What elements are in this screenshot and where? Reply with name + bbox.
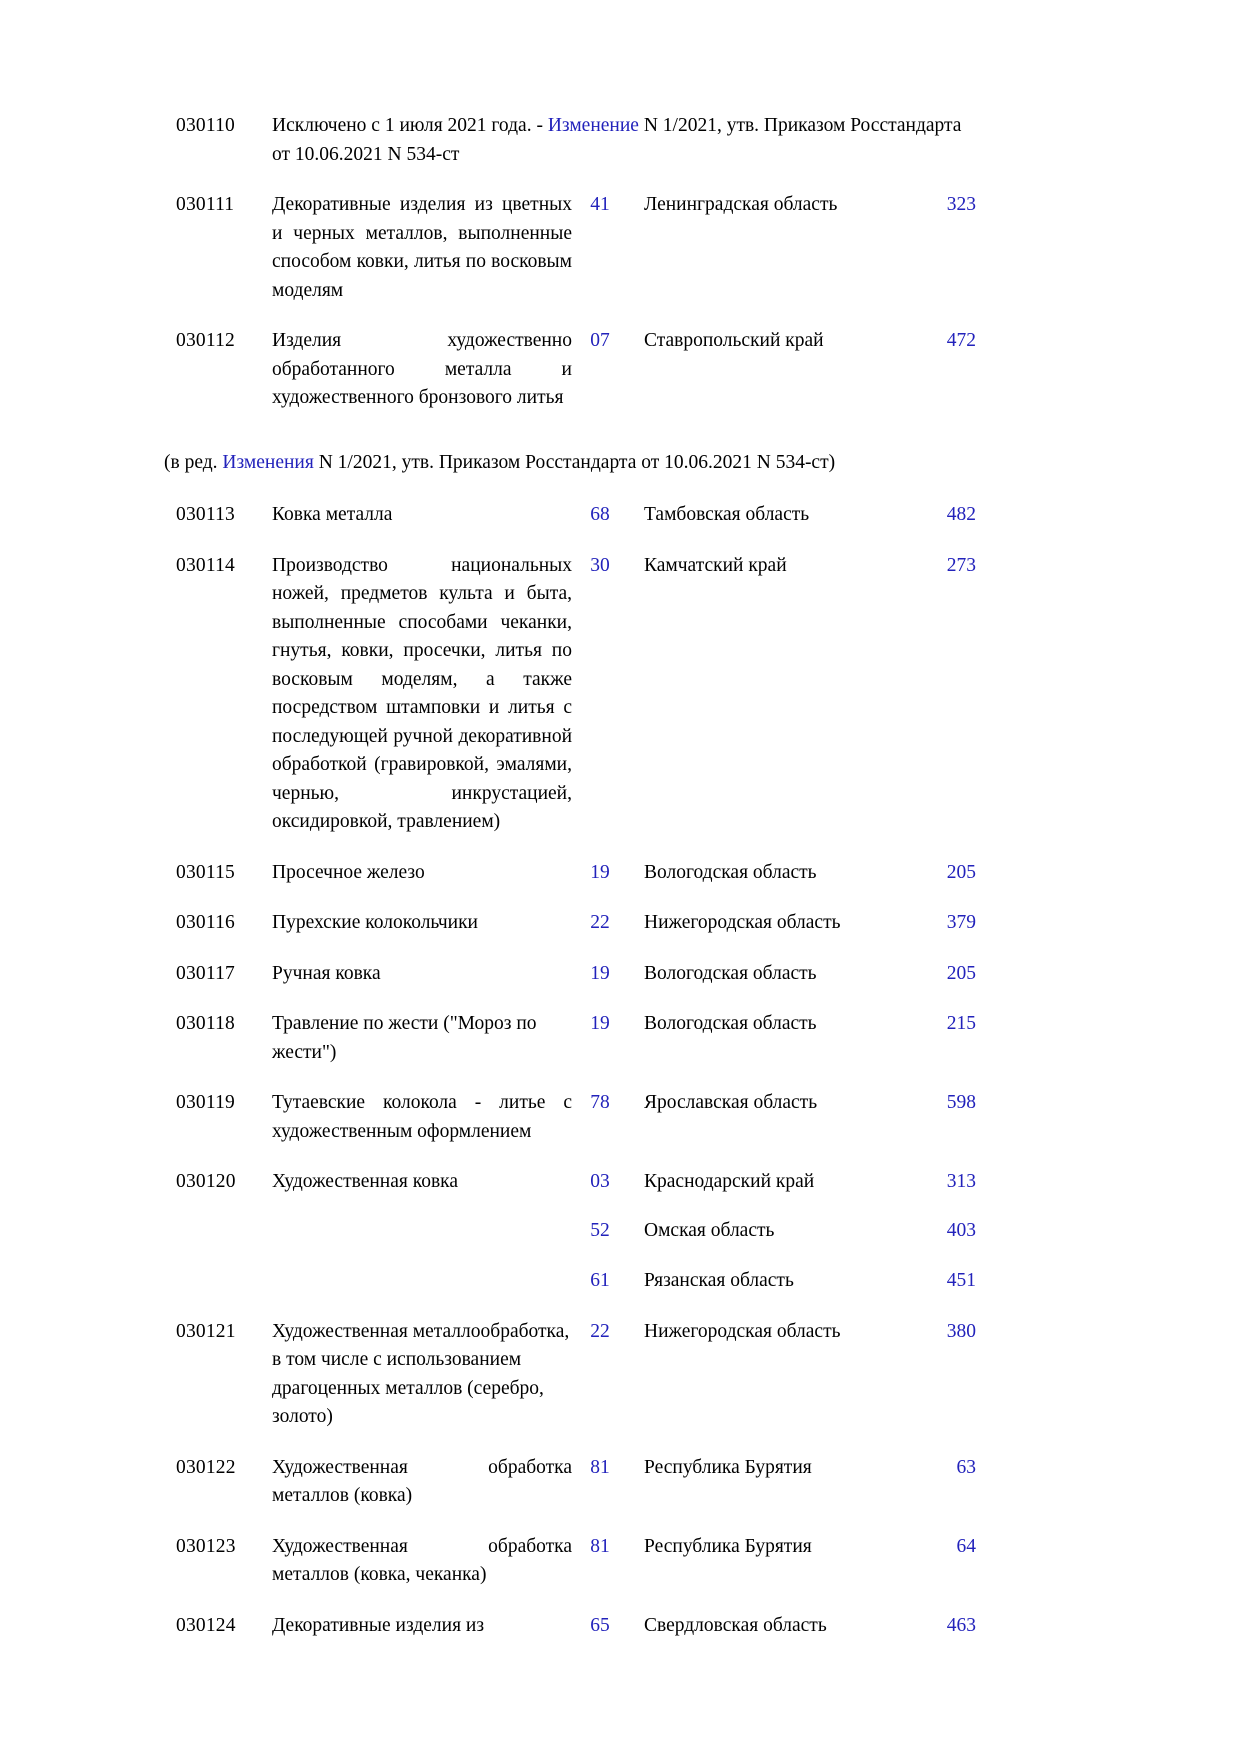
region-code: 19 bbox=[590, 1013, 610, 1034]
region-code: 61 bbox=[590, 1270, 610, 1291]
entry-name: Художественная обработка металлов (ковка, чеканка) bbox=[272, 1535, 572, 1585]
region-name: Ленинградская область bbox=[644, 194, 838, 215]
entry-name: Травление по жести ("Мороз по жести") bbox=[272, 1013, 537, 1063]
table-row bbox=[176, 1454, 1080, 1511]
entry-number: 215 bbox=[946, 1013, 976, 1034]
region-code: 41 bbox=[590, 194, 610, 215]
region-code: 81 bbox=[590, 1456, 610, 1478]
entry-number: 205 bbox=[946, 861, 976, 883]
entry-code: 030119 bbox=[176, 1092, 235, 1113]
entry-name-prefix: Исключено с 1 июля 2021 года. - bbox=[272, 115, 548, 136]
entry-number: 63 bbox=[956, 1456, 976, 1478]
entry-number: 403 bbox=[946, 1219, 976, 1241]
table-row bbox=[176, 1318, 1080, 1432]
entry-code: 030112 bbox=[176, 330, 235, 351]
region-name: Омская область bbox=[644, 1219, 775, 1241]
region-name: Республика Бурятия bbox=[644, 1535, 812, 1557]
region-code: 65 bbox=[590, 1614, 610, 1636]
table-row bbox=[176, 859, 1080, 888]
entry-name: Тутаевские колокола - литье с художественным оформлением bbox=[272, 1092, 572, 1142]
region-name: Вологодская область bbox=[644, 962, 817, 984]
region-code: 78 bbox=[590, 1092, 610, 1113]
region-name: Тамбовская область bbox=[644, 504, 810, 525]
region-code: 19 bbox=[590, 861, 610, 883]
entry-code: 030111 bbox=[176, 194, 235, 215]
entry-number: 598 bbox=[946, 1092, 976, 1113]
editorial-note-suffix: N 1/2021, утв. Приказом Росстандарта от 10.06.2021 N 534-ст) bbox=[313, 451, 836, 473]
region-name: Вологодская область bbox=[644, 1013, 817, 1034]
entry-code: 030116 bbox=[176, 912, 235, 933]
entry-name bbox=[272, 112, 976, 169]
table-row bbox=[176, 1089, 1080, 1146]
editorial-note-prefix: (в ред. bbox=[164, 451, 223, 473]
region-name: Республика Бурятия bbox=[644, 1456, 812, 1478]
entry-code: 030114 bbox=[176, 554, 235, 576]
entry-number: 313 bbox=[946, 1171, 976, 1192]
amendment-link[interactable]: Изменения bbox=[222, 451, 314, 473]
entry-name: Ковка металла bbox=[272, 504, 393, 525]
region-name: Нижегородская область bbox=[644, 1320, 841, 1342]
entry-name: Пурехские колокольчики bbox=[272, 912, 478, 933]
table-row bbox=[176, 909, 1080, 938]
table-row bbox=[176, 552, 1080, 837]
entry-number: 380 bbox=[946, 1320, 976, 1342]
region-name: Вологодская область bbox=[644, 861, 817, 883]
region-code: 52 bbox=[590, 1219, 610, 1241]
table-row bbox=[176, 191, 1080, 305]
entry-number: 482 bbox=[946, 504, 976, 525]
table-row bbox=[176, 327, 1080, 413]
entry-name-suffix: N 1/2021, утв. Приказом Росстандарта от 10.06.2021 N 534-ст bbox=[272, 115, 962, 165]
table-row bbox=[176, 112, 1080, 169]
entry-name: Изделия художественно обработанного металла и художественного бронзового литья bbox=[272, 330, 572, 408]
entry-number: 64 bbox=[956, 1535, 976, 1557]
entry-name: Художественная ковка bbox=[272, 1171, 459, 1192]
entry-code: 030121 bbox=[176, 1320, 236, 1342]
entry-code: 030118 bbox=[176, 1013, 235, 1034]
region-code: 19 bbox=[590, 962, 610, 984]
entry-number: 379 bbox=[946, 912, 976, 933]
region-name: Нижегородская область bbox=[644, 912, 841, 933]
table-row bbox=[176, 1217, 1080, 1246]
entry-code: 030122 bbox=[176, 1456, 236, 1478]
region-name: Свердловская область bbox=[644, 1614, 827, 1636]
spacer bbox=[176, 435, 1080, 449]
region-code: 22 bbox=[590, 912, 610, 933]
entry-code: 030123 bbox=[176, 1535, 236, 1557]
entry-name: Художественная обработка металлов (ковка) bbox=[272, 1456, 572, 1506]
entry-code: 030110 bbox=[176, 115, 235, 136]
entry-name: Декоративные изделия из bbox=[272, 1614, 485, 1636]
region-name: Ярославская область bbox=[644, 1092, 818, 1113]
region-name: Камчатский край bbox=[644, 554, 787, 576]
table-row bbox=[176, 501, 1080, 530]
region-name: Рязанская область bbox=[644, 1270, 794, 1291]
entry-number: 463 bbox=[946, 1614, 976, 1636]
region-code: 30 bbox=[590, 554, 610, 576]
region-code: 22 bbox=[590, 1320, 610, 1342]
entry-code: 030115 bbox=[176, 861, 235, 883]
region-code: 07 bbox=[590, 330, 610, 351]
entry-number: 451 bbox=[946, 1270, 976, 1291]
region-code: 68 bbox=[590, 504, 610, 525]
entry-code: 030117 bbox=[176, 962, 235, 984]
entry-name: Производство национальных ножей, предметов культа и быта, выполненные способами чеканки, гнутья, ковки, просечки, литья по восковым моделям, а также посредством штамповки и литья с последующей ручной декоративной обработкой (гравировкой, эмалями, чернью, инкрустацией, оксидировкой, травлением) bbox=[272, 554, 572, 832]
entry-number: 273 bbox=[946, 554, 976, 576]
region-code: 81 bbox=[590, 1535, 610, 1557]
region-code: 03 bbox=[590, 1171, 610, 1192]
editorial-note bbox=[164, 449, 1080, 478]
entry-number: 323 bbox=[946, 194, 976, 215]
entry-name: Ручная ковка bbox=[272, 962, 381, 984]
amendment-link[interactable]: Изменение bbox=[547, 115, 639, 136]
table-row bbox=[176, 960, 1080, 989]
entry-number: 205 bbox=[946, 962, 976, 984]
region-name: Краснодарский край bbox=[644, 1171, 815, 1192]
entry-name: Декоративные изделия из цветных и черных металлов, выполненные способом ковки, литья по восковым моделям bbox=[272, 194, 572, 301]
entry-code: 030124 bbox=[176, 1614, 236, 1636]
table-row bbox=[176, 1612, 1080, 1641]
entry-code: 030120 bbox=[176, 1171, 236, 1192]
table-row bbox=[176, 1010, 1080, 1067]
region-name: Ставропольский край bbox=[644, 330, 824, 351]
entry-code: 030113 bbox=[176, 504, 235, 525]
table-row bbox=[176, 1267, 1080, 1296]
table-row bbox=[176, 1168, 1080, 1197]
entry-name: Просечное железо bbox=[272, 861, 425, 883]
entry-number: 472 bbox=[946, 330, 976, 351]
entry-name: Художественная металлообработка, в том числе с использованием драгоценных металлов (серебро, золото) bbox=[272, 1320, 570, 1427]
table-row bbox=[176, 1533, 1080, 1590]
